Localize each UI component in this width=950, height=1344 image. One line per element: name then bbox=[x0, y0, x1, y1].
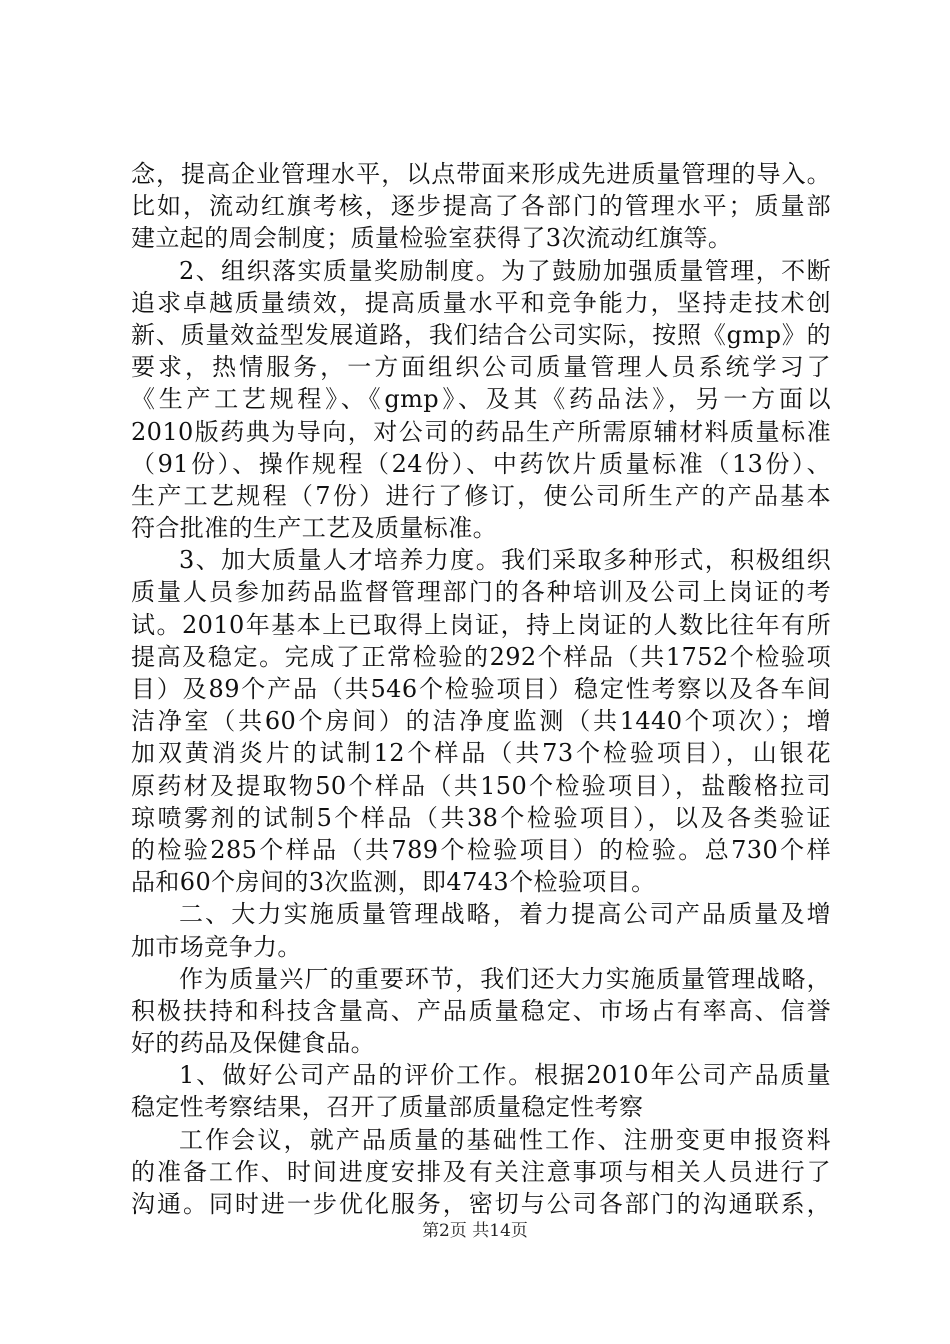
text-line: 作为质量兴厂的重要环节，我们还大力实施质量管理战略， bbox=[179, 964, 831, 993]
text-line: 追求卓越质量绩效，提高质量水平和竞争能力，坚持走技术创 bbox=[131, 288, 831, 317]
text-line: 3、加大质量人才培养力度。我们采取多种形式，积极组织 bbox=[179, 546, 831, 575]
text-line: 《生产工艺规程》、《gmp》、及其《药品法》，另一方面以 bbox=[131, 385, 831, 414]
text-line: 符合批准的生产工艺及质量标准。 bbox=[131, 514, 497, 543]
text-line: 质量人员参加药品监督管理部门的各种培训及公司上岗证的考 bbox=[131, 578, 831, 607]
text-line: 积极扶持和科技含量高、产品质量稳定、市场占有率高、信誉 bbox=[131, 996, 831, 1025]
text-line: 工作会议，就产品质量的基础性工作、注册变更申报资料 bbox=[179, 1125, 831, 1154]
text-line: （91份）、操作规程（24份）、中药饮片质量标准（13份）、 bbox=[131, 449, 831, 478]
page-footer bbox=[0, 1216, 950, 1241]
text-line: 念，提高企业管理水平，以点带面来形成先进质量管理的导入。 bbox=[131, 160, 831, 188]
document-body bbox=[131, 158, 831, 1220]
text-line: 二、大力实施质量管理战略，着力提高公司产品质量及增 bbox=[179, 900, 831, 929]
text-line: 稳定性考察结果，召开了质量部质量稳定性考察 bbox=[131, 1093, 644, 1122]
text-line: 试。2010年基本上已取得上岗证，持上岗证的人数比往年有所 bbox=[131, 610, 831, 639]
text-line: 品和60个房间的3次监测，即4743个检验项目。 bbox=[131, 868, 656, 897]
text-line: 洁净室（共60个房间）的洁净度监测（共1440个项次）；增 bbox=[131, 707, 831, 736]
text-line: 1、做好公司产品的评价工作。根据2010年公司产品质量 bbox=[179, 1061, 831, 1090]
text-line: 的准备工作、时间进度安排及有关注意事项与相关人员进行了 bbox=[131, 1157, 831, 1186]
text-line: 提高及稳定。完成了正常检验的292个样品（共1752个检验项 bbox=[131, 642, 831, 671]
text-line: 沟通。同时进一步优化服务，密切与公司各部门的沟通联系， bbox=[131, 1190, 831, 1218]
text-line: 好的药品及保健食品。 bbox=[131, 1029, 375, 1058]
text-line: 要求，热情服务，一方面组织公司质量管理人员系统学习了 bbox=[131, 353, 831, 382]
text-line: 加市场竞争力。 bbox=[131, 932, 302, 961]
text-line: 生产工艺规程（7份）进行了修订，使公司所生产的产品基本 bbox=[131, 481, 831, 510]
text-line: 建立起的周会制度；质量检验室获得了3次流动红旗等。 bbox=[131, 224, 733, 253]
text-line: 的检验285个样品（共789个检验项目）的检验。总730个样 bbox=[131, 835, 831, 864]
text-line: 比如，流动红旗考核，逐步提高了各部门的管理水平；质量部 bbox=[131, 192, 831, 221]
text-line: 2010版药典为导向，对公司的药品生产所需原辅材料质量标准 bbox=[131, 417, 831, 446]
text-line: 原药材及提取物50个样品（共150个检验项目），盐酸格拉司 bbox=[131, 771, 831, 800]
page-number-label: 第2页 共14页 bbox=[422, 1221, 528, 1241]
text-line: 2、组织落实质量奖励制度。为了鼓励加强质量管理，不断 bbox=[179, 256, 831, 285]
text-line: 目）及89个产品（共546个检验项目）稳定性考察以及各车间 bbox=[131, 675, 831, 703]
text-line: 加双黄消炎片的试制12个样品（共73个检验项目），山银花 bbox=[131, 739, 831, 768]
text-line: 琼喷雾剂的试制5个样品（共38个检验项目），以及各类验证 bbox=[131, 803, 831, 832]
text-line: 新、质量效益型发展道路，我们结合公司实际，按照《gmp》的 bbox=[131, 320, 831, 349]
